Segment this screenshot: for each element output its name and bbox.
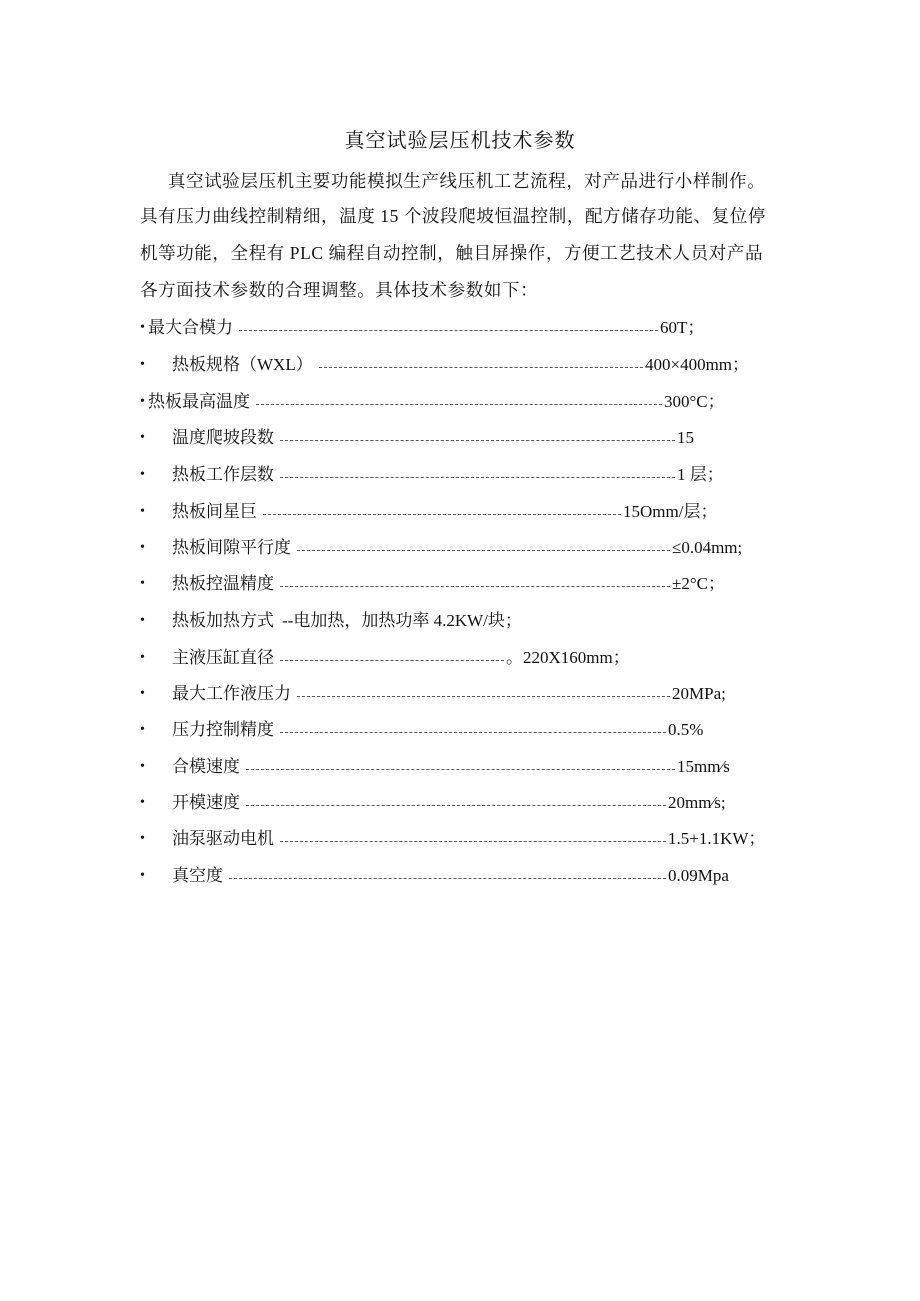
spec-item [140, 753, 730, 777]
intro-line: 真空试验层压机主要功能模拟生产线压机工艺流程，对产品进行小样制作。 [168, 171, 766, 191]
bullet-icon: • [140, 759, 145, 774]
spec-label: 温度爬坡段数 [172, 428, 274, 447]
dash-leader [319, 367, 643, 368]
spec-label: 合模速度 [172, 757, 240, 776]
bullet-icon: • [140, 430, 145, 445]
spec-value: 300°C； [664, 392, 725, 411]
dash-leader [246, 769, 675, 770]
spec-item [140, 351, 750, 375]
dash-leader [239, 330, 658, 331]
bullet-icon: • [140, 504, 145, 519]
spec-value: 400×400mm； [645, 355, 750, 374]
spec-value: 。220X160mm； [506, 648, 630, 667]
bullet-icon: • [140, 320, 145, 335]
spec-item [140, 570, 725, 594]
spec-item [140, 461, 724, 485]
bullet-icon: • [140, 650, 145, 665]
bullet-icon: • [140, 831, 145, 846]
spec-label: 热板加热方式 [172, 611, 274, 630]
intro-line: 机等功能，全程有 PLC 编程自动控制，触目屏操作，方便工艺技术人员对产品 [140, 243, 764, 263]
spec-label: 热板最高温度 [148, 392, 250, 411]
spec-label: 热板间星巨 [172, 502, 257, 521]
bullet-icon: • [140, 394, 145, 409]
spec-label: 压力控制精度 [172, 720, 274, 739]
dash-leader [280, 586, 670, 587]
spec-label: 热板规格（WXL） [172, 355, 313, 374]
spec-value: ±2°C； [672, 574, 725, 593]
spec-label: 开模速度 [172, 793, 240, 812]
intro-line: 各方面技术参数的合理调整。具体技术参数如下： [140, 280, 539, 300]
dash-leader [263, 514, 621, 515]
spec-label: 热板工作层数 [172, 465, 274, 484]
spec-value: ≤0.04mm; [672, 538, 743, 557]
spec-label: 热板控温精度 [172, 574, 274, 593]
bullet-icon: • [140, 868, 145, 883]
bullet-icon: • [140, 795, 145, 810]
spec-item [140, 424, 694, 448]
bullet-icon: • [140, 540, 145, 555]
bullet-icon: • [140, 467, 145, 482]
spec-item [140, 680, 726, 704]
dash-leader [280, 841, 666, 842]
spec-item [140, 388, 725, 412]
spec-value: 15Omm/层； [623, 502, 718, 521]
spec-item [140, 716, 704, 740]
spec-item [140, 789, 726, 813]
bullet-icon: • [140, 357, 145, 372]
spec-item [140, 825, 766, 849]
spec-item [140, 607, 522, 631]
dash-leader [280, 477, 675, 478]
spec-label: 主液压缸直径 [172, 648, 274, 667]
spec-item [140, 862, 729, 886]
spec-label: 热板间隙平行度 [172, 538, 291, 557]
intro-line: 具有压力曲线控制精细，温度 15 个波段爬坡恒温控制，配方储存功能、复位停 [140, 206, 766, 226]
spec-value: 20mm∕s; [668, 793, 726, 812]
spec-label: 最大工作液压力 [172, 684, 291, 703]
document-title: 真空试验层压机技术参数 [344, 130, 576, 152]
spec-item [140, 498, 718, 522]
dash-leader [246, 805, 666, 806]
bullet-icon: • [140, 686, 145, 701]
bullet-icon: • [140, 722, 145, 737]
spec-label: 最大合模力 [148, 318, 233, 337]
dash-leader [297, 550, 670, 551]
spec-label: 真空度 [172, 866, 223, 885]
spec-value: 1.5+1.1KW； [668, 829, 766, 848]
spec-value: 1 层； [677, 465, 724, 484]
dash-leader [280, 732, 666, 733]
spec-value: 15 [677, 428, 694, 447]
dash-leader [280, 440, 675, 441]
dash-leader [229, 878, 666, 879]
dash-leader [297, 696, 670, 697]
spec-value: 20MPa; [672, 684, 726, 703]
spec-item [140, 314, 705, 338]
dash-leader [256, 404, 662, 405]
spec-label: 油泵驱动电机 [172, 829, 274, 848]
spec-value: 0.5% [668, 720, 704, 739]
spec-value: 0.09Mpa [668, 866, 729, 885]
spec-value: 15mm∕s [677, 757, 730, 776]
dash-leader [280, 660, 504, 661]
spec-item [140, 644, 630, 668]
spec-value: 60T； [660, 318, 705, 337]
bullet-icon: • [140, 576, 145, 591]
bullet-icon: • [140, 613, 145, 628]
spec-item [140, 534, 743, 558]
spec-value: --电加热，加热功率 4.2KW/块； [282, 611, 522, 630]
